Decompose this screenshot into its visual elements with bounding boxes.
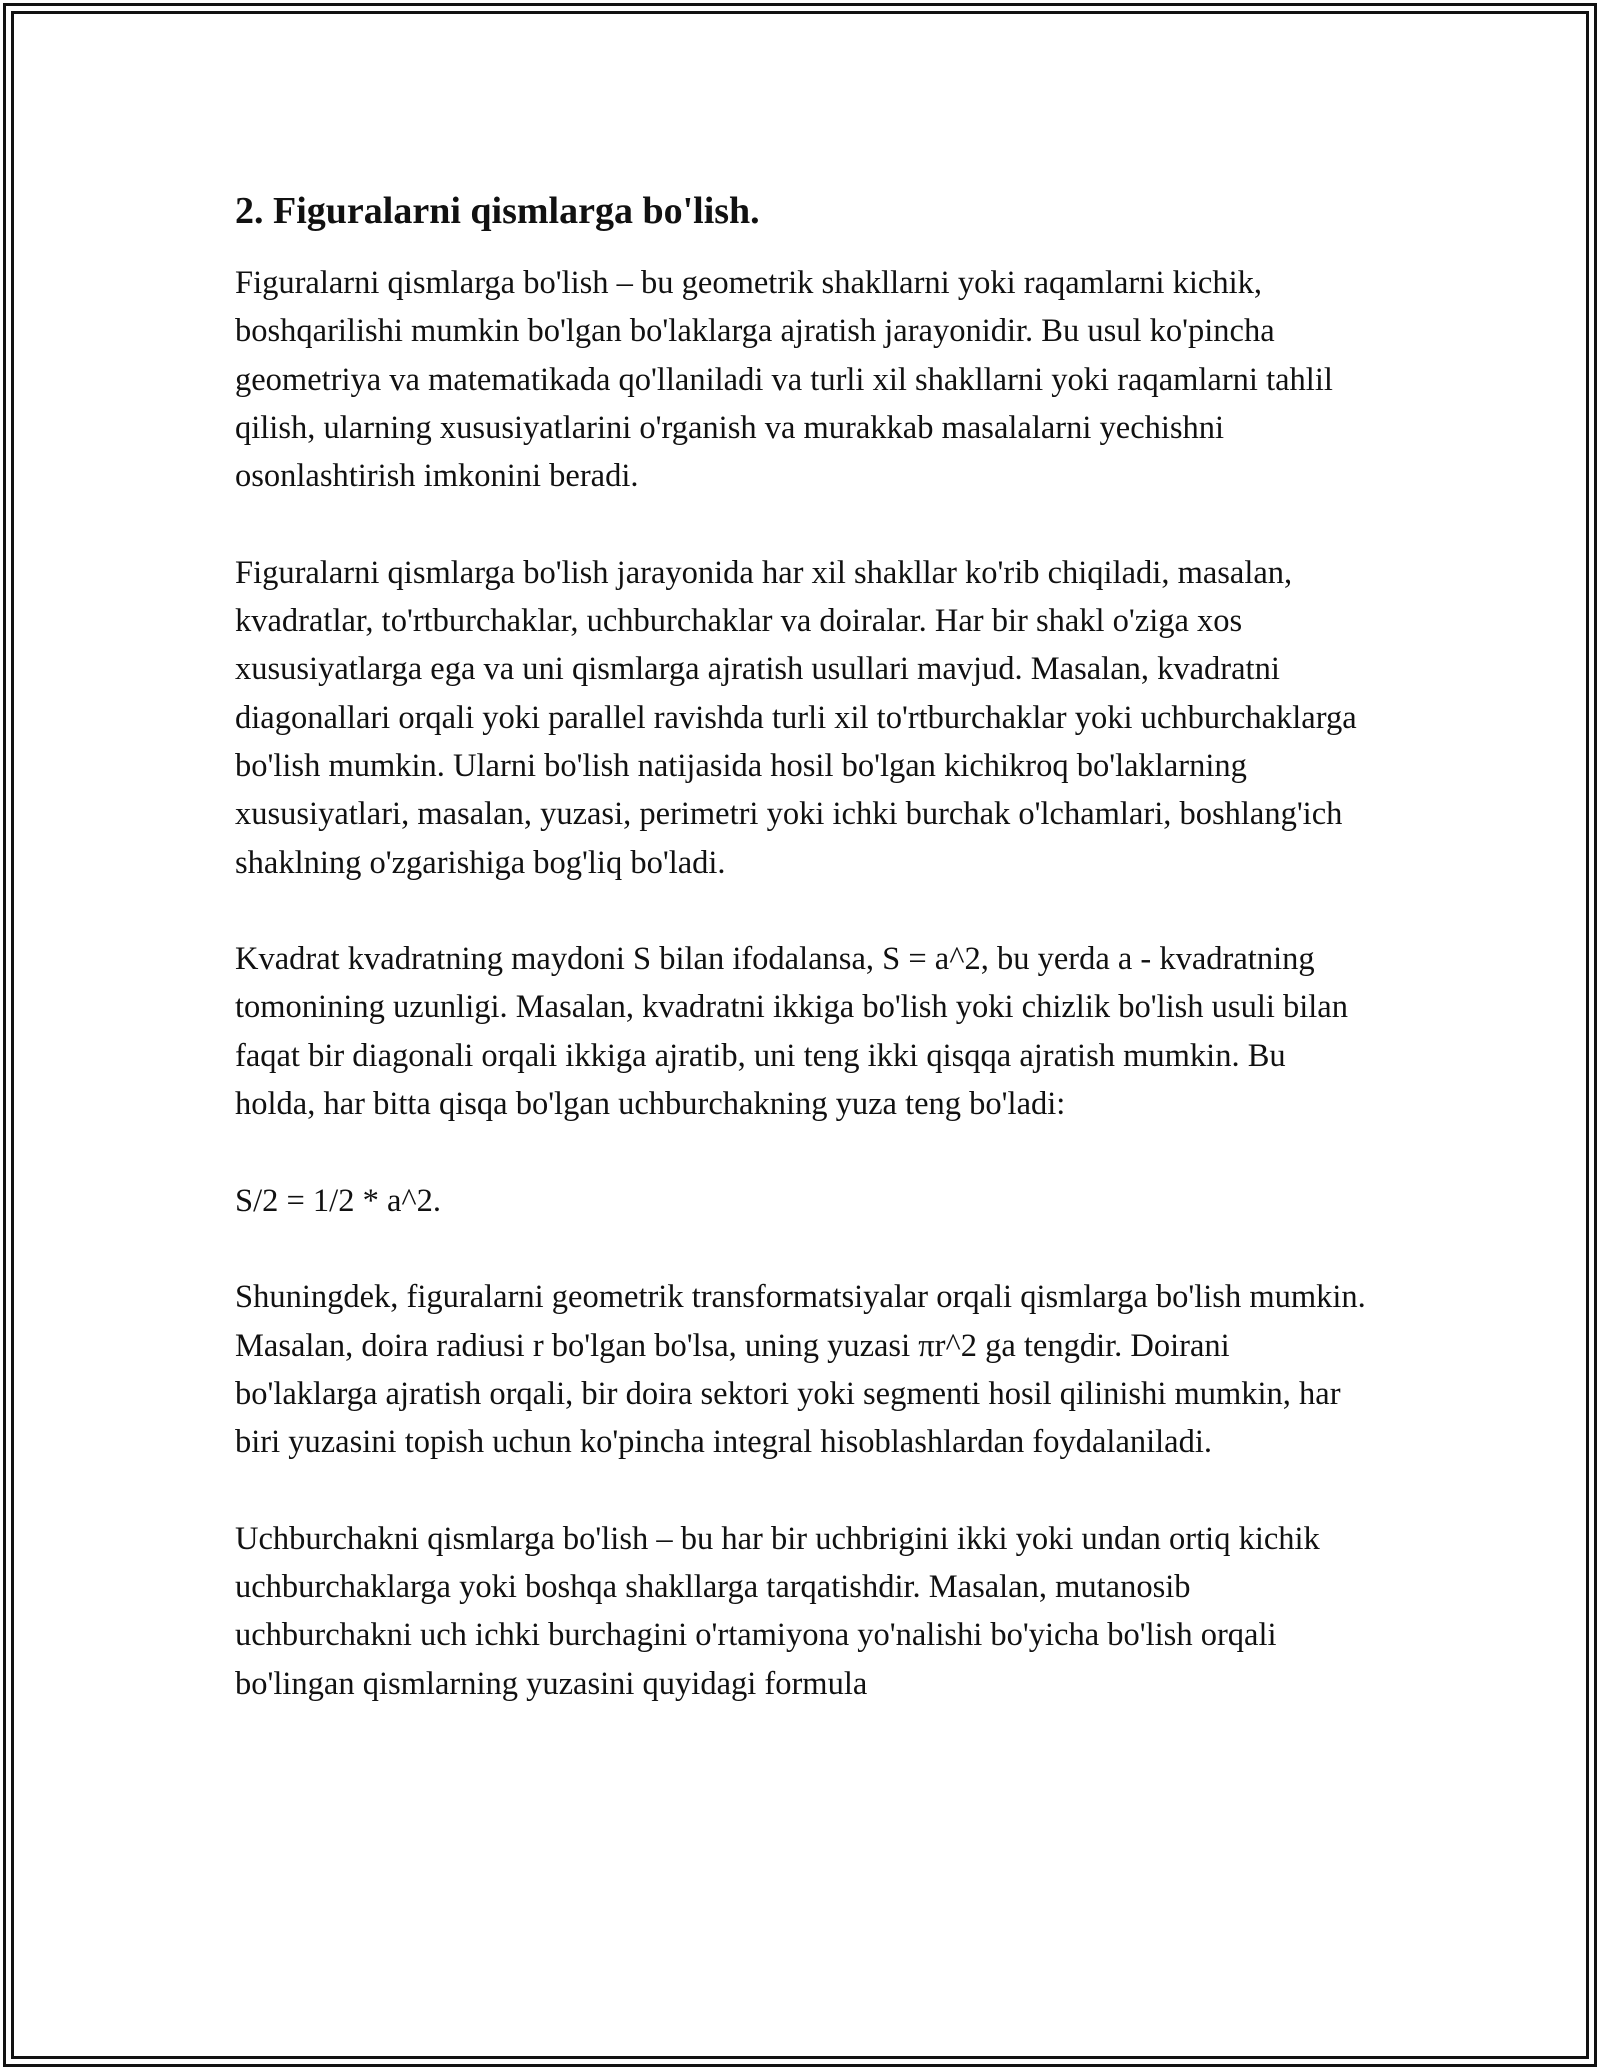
paragraph-square-area: Kvadrat kvadratning maydoni S bilan ifodalansa, S = a^2, bu yerda a - kvadratning tomonining uzunligi. Masalan, kvadratni ikkiga bo'lish yoki chizlik bo'lish usuli bilan faqat bir diagonali orqali ikkiga ajratib, uni teng ikki qisqqa ajratish mumkin. Bu holda, har bitta qisqa bo'lgan uchburchakning yuza teng bo'ladi: xyxy=(235,941,1348,1123)
section-heading: 2. Figuralarni qismlarga bo'lish. xyxy=(235,190,760,232)
paragraph-formula: S/2 = 1/2 * a^2. xyxy=(235,1182,442,1219)
document-body xyxy=(235,187,1370,1708)
paragraph-triangle: Uchburchakni qismlarga bo'lish – bu har bir uchbrigini ikki yoki undan ortiq kichik uchburchaklarga yoki boshqa shakllarga tarqatishdir. Masalan, mutanosib uchburchakni uch ichki burchagini o'rtamiyona yo'nalishi bo'yicha bo'lish orqali bo'lingan qismlarning yuzasini quyidagi formula xyxy=(235,1520,1320,1702)
paragraph-circle: Shuningdek, figuralarni geometrik transformatsiyalar orqali qismlarga bo'lish mumkin. Masalan, doira radiusi r bo'lgan bo'lsa, uning yuzasi πr^2 ga tengdir. Doirani bo'laklarga ajratish orqali, bir doira sektori yoki segmenti hosil qilinishi mumkin, har biri yuzasini topish uchun ko'pincha integral hisoblashlardan foydalaniladi. xyxy=(235,1279,1366,1461)
paragraph-intro: Figuralarni qismlarga bo'lish – bu geometrik shakllarni yoki raqamlarni kichik, boshqarilishi mumkin bo'lgan bo'laklarga ajratish jarayonidir. Bu usul ko'pincha geometriya va matematikada qo'llaniladi va turli xil shakllarni yoki raqamlarni tahlil qilish, ularning xususiyatlarini o'rganish va murakkab masalalarni yechishni osonlashtirish imkonini beradi. xyxy=(235,265,1333,495)
paragraph-shapes: Figuralarni qismlarga bo'lish jarayonida har xil shakllar ko'rib chiqiladi, masalan, kvadratlar, to'rtburchaklar, uchburchaklar va doiralar. Har bir shakl o'ziga xos xususiyatlarga ega va uni qismlarga ajratish usullari mavjud. Masalan, kvadratni diagonallari orqali yoki parallel ravishda turli xil to'rtburchaklar yoki uchburchaklarga bo'lish mumkin. Ularni bo'lish natijasida hosil bo'lgan kichikroq bo'laklarning xususiyatlari, masalan, yuzasi, perimetri yoki ichki burchak o'lchamlari, boshlang'ich shaklning o'zgarishiga bog'liq bo'ladi. xyxy=(235,554,1357,881)
